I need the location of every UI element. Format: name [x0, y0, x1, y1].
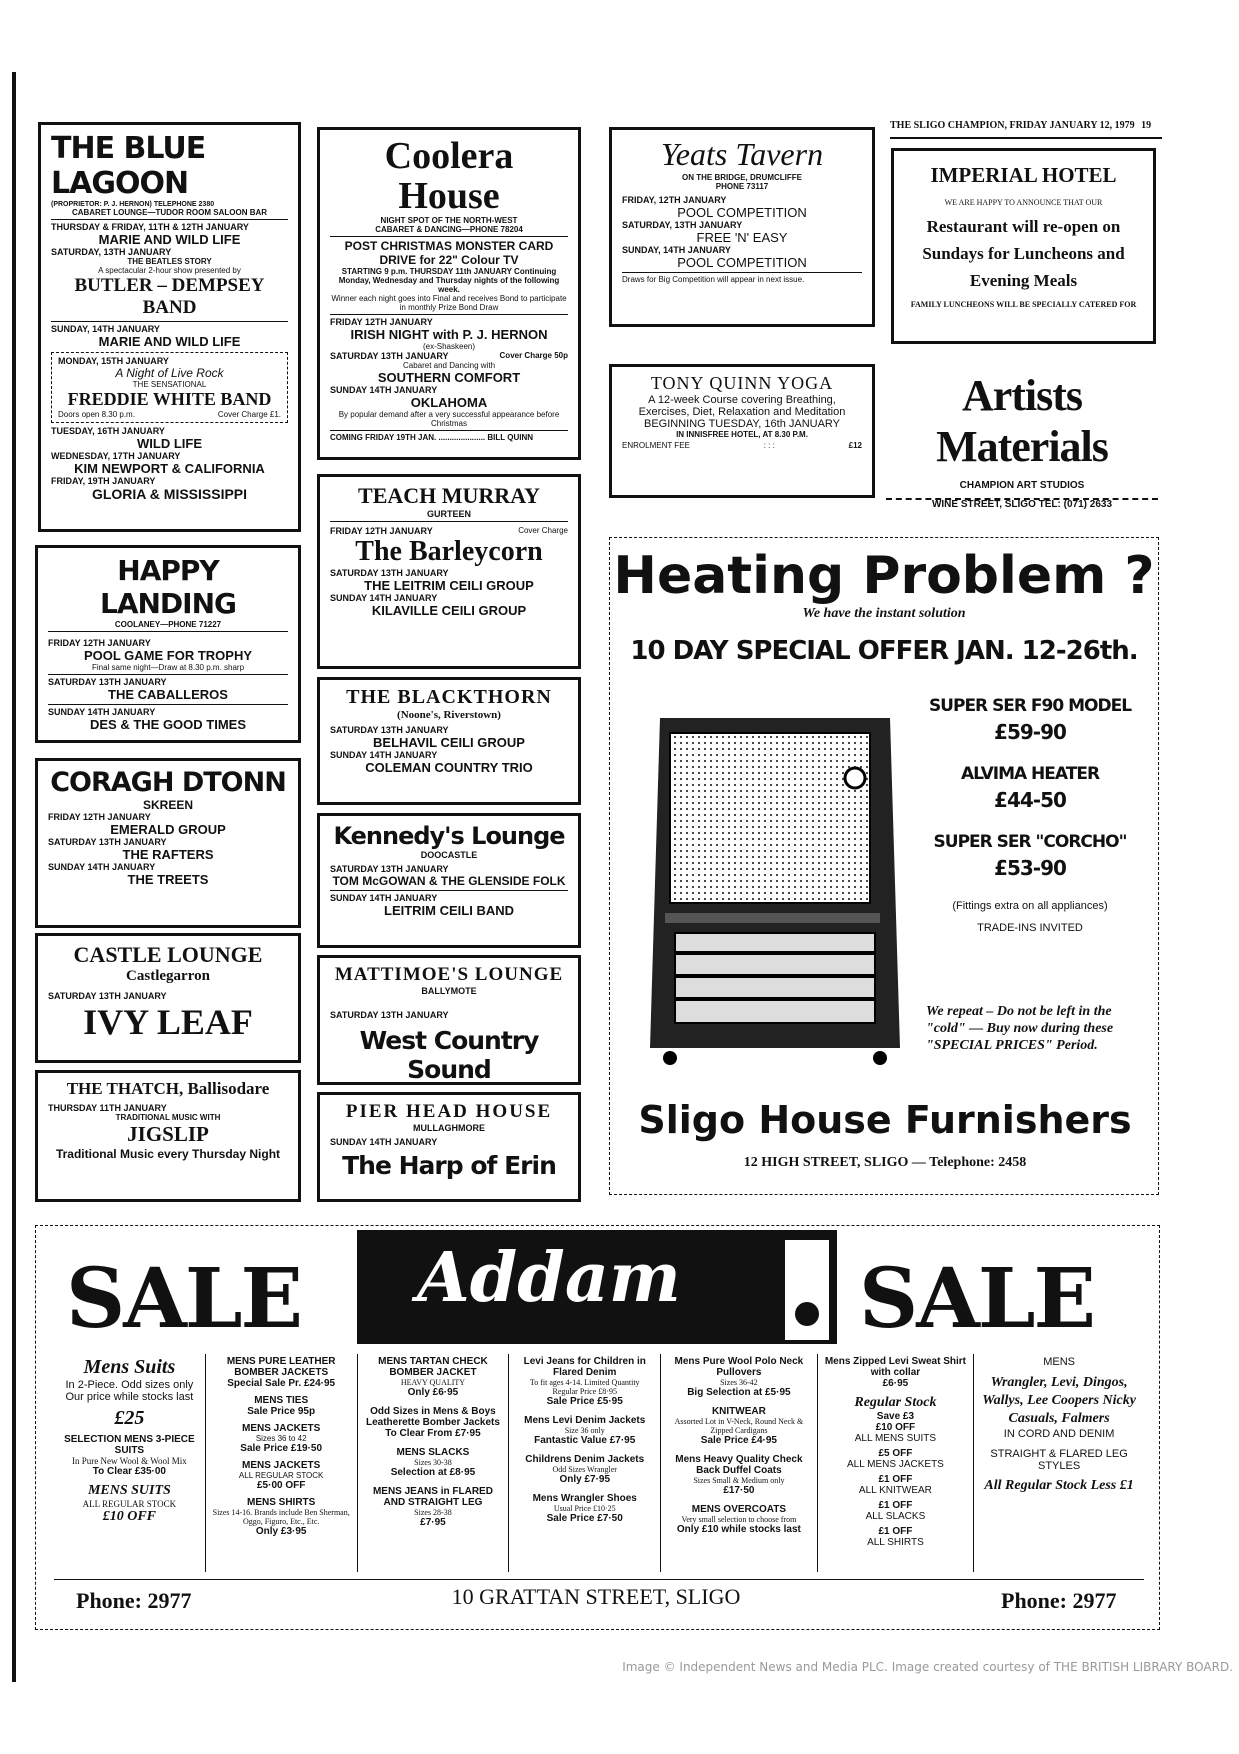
artists-address: WINE STREET, SLIGO TEL: (071) 2633 [931, 499, 1113, 510]
masthead-rule [890, 137, 1162, 139]
ad-blue-lagoon [38, 122, 301, 532]
sale-price: Sale Price £19·50 [240, 1443, 323, 1454]
thatch-sub: TRADITIONAL MUSIC WITH [115, 1113, 221, 1122]
teach-murray-sub: GURTEEN [426, 509, 471, 519]
sale-column [509, 1354, 661, 1572]
phone-left: Phone: 2977 [76, 1588, 192, 1613]
yoga-start: BEGINNING TUESDAY, 16th JANUARY [643, 418, 841, 430]
sale-heading: MENS PURE LEATHER BOMBER JACKETS [226, 1356, 336, 1378]
mattimoes-sub: BALLYMOTE [421, 986, 477, 996]
sale-heading: MENS SHIRTS [247, 1497, 316, 1508]
sale-detail: Sizes 36-42 [720, 1378, 758, 1387]
ad-pier-head-house [317, 1092, 581, 1202]
phone-right: Phone: 2977 [1001, 1588, 1117, 1613]
act-name: OKLAHOMA [410, 395, 488, 410]
date-label: SUNDAY 14TH JANUARY [48, 862, 156, 872]
sale-heading: Odd Sizes in Mens & Boys Leatherette Bomber Jackets [365, 1406, 500, 1428]
sale-price: To Clear £35·00 [92, 1466, 166, 1477]
yeats-title: Yeats Tavern [660, 136, 824, 172]
date-label: SUNDAY, 14TH JANUARY [622, 245, 731, 255]
sale-heading: Mens Wrangler Shoes [532, 1493, 637, 1504]
freddie-white-box [51, 352, 288, 423]
date-label: SATURDAY 13TH JANUARY [330, 725, 449, 735]
ad-kennedys-lounge [317, 813, 581, 948]
act-name: THE CABALLEROS [108, 687, 228, 702]
sale-price: Only £10 while stocks last [676, 1524, 801, 1535]
imperial-title: IMPERIAL HOTEL [930, 163, 1117, 187]
sale-detail: Assorted Lot in V-Neck, Round Neck & Zipped Cardigans [674, 1417, 804, 1435]
sale-detail: Usual Price £10·25 [553, 1504, 616, 1513]
act-name: KILAVILLE CEILI GROUP [371, 603, 527, 618]
happy-landing-title: HAPPY LANDING [99, 554, 237, 620]
heating-title: Heating Problem ? [613, 546, 1155, 606]
sale-detail: Odd Sizes Wrangler [552, 1465, 617, 1474]
coolera-sub: NIGHT SPOT OF THE NORTH-WEST [380, 216, 518, 225]
product-name: ALVIMA HEATER [960, 764, 1100, 784]
sale-heading: Mens Heavy Quality Check Back Duffel Coats [675, 1454, 803, 1476]
sale-detail: Sizes 28-38 [414, 1508, 452, 1517]
sale-heading: MENS SLACKS [396, 1447, 470, 1458]
sale-heading: MENS OVERCOATS [691, 1504, 787, 1515]
divider [330, 521, 568, 522]
heating-sub: We have the instant solution [802, 606, 966, 621]
trade-ins: TRADE-INS INVITED [977, 922, 1083, 934]
act-name: DES & THE GOOD TIMES [89, 717, 246, 732]
yeats-note: Draws for Big Competition will appear in next issue. [622, 275, 805, 284]
date-label: THURSDAY & FRIDAY, 11TH & 12TH JANUARY [51, 222, 249, 232]
sale-price: £5·00 OFF [256, 1480, 306, 1491]
sale-price: Only £3·95 [255, 1526, 307, 1537]
kennedys-sub: DOOCASTLE [420, 850, 478, 860]
blue-lagoon-sub: CABARET LOUNGE—TUDOR ROOM SALOON BAR [71, 208, 268, 217]
heating-offer: 10 DAY SPECIAL OFFER JAN. 12-26th. [630, 636, 1138, 666]
blue-lagoon-proprietor: (PROPRIETOR: P. J. HERNON) TELEPHONE 2380 [51, 201, 215, 208]
yoga-venue: IN INNISFREE HOTEL, AT 8.30 P.M. [676, 430, 808, 439]
product-price: £44-50 [994, 788, 1066, 812]
divider [51, 219, 288, 220]
act-name: WILD LIFE [137, 436, 202, 451]
coolera-sub2: CABARET & DANCING—PHONE 78204 [375, 225, 523, 234]
sale-price: £10 OFF [875, 1422, 916, 1433]
act-name: BUTLER – DEMPSEY BAND [74, 275, 265, 318]
sale-detail: Sizes 36 to 42 [255, 1434, 307, 1443]
ad-the-blackthorn [317, 677, 581, 805]
thatch-title: THE THATCH, Ballisodare [66, 1079, 270, 1098]
divider [48, 631, 288, 632]
date-label: MONDAY, 15TH JANUARY [58, 356, 169, 366]
sale-heading: MENS SUITS [87, 1483, 171, 1498]
banner-dot [785, 1240, 829, 1340]
blackthorn-sub: (Noone's, Riverstown) [397, 709, 501, 721]
page-number: 19 [1141, 120, 1152, 131]
date-label: WEDNESDAY, 17TH JANUARY [51, 451, 181, 461]
sale-price: All Regular Stock Less £1 [984, 1478, 1134, 1493]
divider [330, 236, 568, 237]
sale-price: Sale Price £4·95 [700, 1435, 777, 1446]
sale-price: Selection at £8·95 [390, 1467, 476, 1478]
date-label: FRIDAY, 19TH JANUARY [51, 476, 156, 486]
ad-the-thatch [35, 1070, 301, 1202]
ad-mattimoes-lounge [317, 955, 581, 1085]
sale-detail: ALL SLACKS [865, 1511, 926, 1522]
sale-price: £25 [114, 1407, 145, 1429]
sale-heading: MENS TARTAN CHECK BOMBER JACKET [378, 1356, 488, 1378]
product-name: SUPER SER F90 MODEL [928, 696, 1132, 716]
divider [622, 272, 862, 273]
addam-brand: Addam [417, 1238, 681, 1318]
imperial-line1: WE ARE HAPPY TO ANNOUNCE THAT OUR [944, 198, 1103, 207]
sale-price: £1 OFF [878, 1474, 913, 1485]
sale-left: SALE [66, 1251, 301, 1347]
yoga-course: A 12-week Course covering Breathing, Exercises, Diet, Relaxation and Meditation [638, 394, 846, 418]
date-label: SATURDAY 13TH JANUARY [330, 864, 449, 874]
ad-coolera-house [317, 127, 581, 460]
sale-heading: Mens Pure Wool Polo Neck Pullovers [674, 1356, 804, 1378]
date-label: SATURDAY 13TH JANUARY [48, 837, 167, 847]
act-name: The Barleycorn [355, 536, 543, 567]
act-note: THE BEATLES STORY [127, 257, 212, 266]
act-name: KIM NEWPORT & CALIFORNIA [74, 461, 265, 476]
sale-detail: Save £3 [876, 1411, 915, 1422]
sale-column [206, 1354, 358, 1572]
date-label: FRIDAY 12TH JANUARY [48, 638, 151, 648]
act-note: (ex-Shaskeen) [422, 342, 476, 351]
date-label: SUNDAY, 14TH JANUARY [51, 324, 160, 334]
imperial-line2: Restaurant will re-open on Sundays for Luncheons and Evening Meals [922, 217, 1125, 290]
act-note: A spectacular 2-hour show presented by [98, 266, 241, 275]
divider [330, 890, 568, 891]
date-label: SATURDAY 13TH JANUARY [330, 1010, 449, 1020]
sale-detail: Very small selection to choose from [681, 1515, 797, 1524]
act-name: THE LEITRIM CEILI GROUP [364, 578, 534, 593]
masthead [890, 120, 1162, 131]
act-name: MARIE AND WILD LIFE [98, 334, 241, 349]
date-label: SATURDAY 13TH JANUARY [48, 677, 167, 687]
divider [51, 321, 288, 322]
imperial-line3: FAMILY LUNCHEONS WILL BE SPECIALLY CATERED FOR [910, 300, 1137, 309]
sale-price: £1 OFF [878, 1500, 913, 1511]
sale-heading: MENS JACKETS [241, 1423, 321, 1434]
sale-heading: MENS [1043, 1356, 1075, 1368]
ad-happy-landing [35, 545, 301, 743]
sale-brands: Wrangler, Levi, Dingos, Wallys, Lee Coopers Nicky Casuals, Falmers [982, 1375, 1136, 1426]
date-label: FRIDAY, 12TH JANUARY [622, 195, 727, 205]
act-name: TOM McGOWAN & THE GLENSIDE FOLK [332, 874, 566, 888]
coolera-title: Coolera House [384, 135, 514, 217]
heater-illustration [630, 698, 910, 1078]
date-label: THURSDAY 11TH JANUARY [48, 1103, 167, 1113]
ad-imperial-hotel [891, 148, 1156, 344]
act-name: EMERALD GROUP [110, 822, 226, 837]
sale-heading: MENS TIES [254, 1395, 309, 1406]
shop-address: 12 HIGH STREET, SLIGO — Telephone: 2458 [743, 1155, 1027, 1170]
sale-detail: Regular Price £8·95 [552, 1387, 617, 1396]
sale-price: Only £7·95 [559, 1474, 611, 1485]
act-name: IRISH NIGHT with P. J. HERNON [350, 327, 548, 342]
sale-price: Fantastic Value £7·95 [534, 1435, 636, 1446]
act-note: A Night of Live Rock [115, 366, 224, 380]
act-name: IVY LEAF [83, 1002, 253, 1042]
happy-landing-sub: COOLANEY—PHONE 71227 [114, 620, 222, 629]
sale-detail: STRAIGHT & FLARED LEG STYLES [990, 1448, 1128, 1472]
sale-price: Sale Price £5·95 [546, 1396, 623, 1407]
promo-detail: Winner each night goes into Final and receives Bond to participate in monthly Prize Bond Draw [331, 294, 567, 312]
act-name: FREDDIE WHITE BAND [67, 389, 272, 409]
image-credit: Image © Independent News and Media PLC. Image created courtesy of THE BRITISH LIBRARY BOARD. [622, 1660, 1233, 1674]
pier-head-sub: MULLAGHMORE [413, 1123, 485, 1133]
act-name: THE RAFTERS [122, 847, 214, 862]
ad-tony-quinn-yoga [609, 364, 875, 498]
sale-price: Sale Price 95p [247, 1406, 316, 1417]
sale-column [358, 1354, 510, 1572]
act-note: Cabaret and Dancing with [402, 361, 496, 370]
sale-price: £1 OFF [878, 1526, 913, 1537]
sale-detail: Sizes 30-38 [414, 1458, 452, 1467]
cover-charge: Cover Charge £1. [217, 410, 281, 419]
ad-addam-sale [35, 1225, 1160, 1630]
product-price: £59-90 [994, 720, 1066, 744]
date-label: SATURDAY, 13TH JANUARY [622, 220, 743, 230]
sale-detail: In Pure New Wool & Wool Mix [72, 1456, 187, 1466]
divider [48, 674, 288, 675]
ad-yeats-tavern [609, 127, 875, 327]
addam-footer-rule [54, 1579, 1144, 1580]
date-label: SATURDAY 13TH JANUARY [330, 568, 449, 578]
sale-heading: KNITWEAR [711, 1406, 766, 1417]
sale-column [818, 1354, 975, 1572]
yoga-fee: £12 [848, 441, 862, 450]
product-price: £53-90 [994, 856, 1066, 880]
pier-head-title: PIER HEAD HOUSE [345, 1101, 553, 1122]
blackthorn-title: THE BLACKTHORN [346, 686, 552, 708]
product-name: SUPER SER "CORCHO" [933, 832, 1127, 852]
sale-column [54, 1354, 206, 1572]
act-name: POOL COMPETITION [677, 205, 807, 220]
blue-lagoon-title: THE BLUE LAGOON [51, 131, 206, 201]
promo-headline: POST CHRISTMAS MONSTER CARD DRIVE for 22" Colour TV [344, 239, 554, 267]
date-label: FRIDAY 12TH JANUARY [330, 317, 433, 327]
ad-coragh-dtonn [35, 758, 301, 928]
sale-column [974, 1354, 1144, 1572]
we-repeat: We repeat – Do not be left in the "cold" — Buy now during these "SPECIAL PRICES" Period. [926, 1004, 1114, 1053]
sale-heading: MENS JEANS in FLARED AND STRAIGHT LEG [372, 1486, 493, 1508]
sale-price: £6·95 [882, 1378, 909, 1389]
promo-detail: STARTING 9 p.m. THURSDAY 11th JANUARY Continuing Monday, Wednesday and Thursday nights of the following week. [338, 267, 560, 294]
masthead-text: THE SLIGO CHAMPION, FRIDAY JANUARY 12, 1979 [890, 120, 1135, 131]
sale-price: To Clear From £7·95 [385, 1428, 481, 1439]
act-name: LEITRIM CEILI BAND [384, 903, 514, 918]
coragh-sub: SKREEN [142, 798, 193, 812]
sale-detail: ALL MENS SUITS [854, 1433, 937, 1444]
sale-heading: Regular Stock [854, 1395, 937, 1410]
addam-address: 10 GRATTAN STREET, SLIGO [451, 1584, 741, 1609]
sale-heading: SELECTION MENS 3-PIECE SUITS [64, 1434, 195, 1456]
sale-price: £5 OFF [878, 1448, 913, 1459]
sale-detail: To fit ages 4-14. Limited Quantity [529, 1378, 640, 1387]
coming-soon: COMING FRIDAY 19TH JAN. ..................... BILL QUINN [330, 433, 533, 442]
castle-title: CASTLE LOUNGE [73, 942, 263, 967]
sale-price: £10 OFF [102, 1509, 157, 1524]
act-note: Final same night—Draw at 8.30 p.m. sharp [91, 663, 245, 672]
yeats-sub: ON THE BRIDGE, DRUMCLIFFE [682, 173, 802, 182]
act-name: FREE 'N' EASY [696, 230, 788, 245]
sale-right: SALE [859, 1251, 1094, 1347]
act-name: JIGSLIP [127, 1122, 209, 1146]
divider [48, 704, 288, 705]
ad-castle-lounge [35, 933, 301, 1063]
act-note: By popular demand after a very successful appearance before Christmas [338, 410, 560, 428]
act-note: THE SENSATIONAL [132, 380, 207, 389]
sale-detail: ALL REGULAR STOCK [82, 1499, 177, 1509]
date-label: SUNDAY 14TH JANUARY [330, 893, 438, 903]
sale-heading: Mens Zipped Levi Sweat Shirt with collar [824, 1356, 966, 1378]
ad-teach-murray [317, 474, 581, 669]
mattimoes-title: MATTIMOE'S LOUNGE [334, 964, 564, 985]
cover-charge: Cover Charge [518, 526, 568, 535]
sale-price: Sale Price £7·50 [546, 1513, 623, 1524]
sale-detail: ALL KNITWEAR [858, 1485, 932, 1496]
date-label: SUNDAY 14TH JANUARY [330, 1137, 438, 1147]
sale-detail: ALL REGULAR STOCK [238, 1471, 324, 1480]
sale-price: £17·50 [723, 1485, 755, 1496]
act-name: GLORIA & MISSISSIPPI [91, 486, 248, 502]
sale-column [661, 1354, 818, 1572]
sale-detail: HEAVY QUALITY [400, 1378, 466, 1387]
yeats-phone: PHONE 73117 [715, 182, 769, 191]
sale-detail: ALL MENS JACKETS [846, 1459, 944, 1470]
act-name: POOL COMPETITION [677, 255, 807, 270]
fittings-note: (Fittings extra on all appliances) [952, 900, 1108, 912]
yoga-fee-label: ENROLMENT FEE [622, 441, 690, 450]
cover-charge: Cover Charge 50p [499, 351, 568, 360]
shop-name: Sligo House Furnishers [638, 1098, 1132, 1142]
sale-heading: Mens Levi Denim Jackets [524, 1415, 646, 1426]
act-name: THE TREETS [127, 872, 209, 887]
date-label: SUNDAY 14TH JANUARY [48, 707, 156, 717]
kennedys-title: Kennedy's Lounge [333, 822, 565, 850]
sale-heading: Mens Suits [83, 1356, 176, 1378]
date-label: SUNDAY 14TH JANUARY [330, 593, 438, 603]
date-label: SATURDAY, 13TH JANUARY [51, 247, 172, 257]
doors-open: Doors open 8.30 p.m. [58, 410, 135, 419]
date-label: FRIDAY 12TH JANUARY [330, 526, 433, 536]
coragh-title: CORAGH DTONN [50, 767, 286, 798]
sale-columns [54, 1354, 1144, 1572]
yoga-fee-dots: : : : [763, 441, 775, 450]
sale-detail: Size 36 only [564, 1426, 605, 1435]
artists-studio: CHAMPION ART STUDIOS [959, 480, 1085, 491]
act-name: POOL GAME FOR TROPHY [83, 648, 253, 663]
castle-sub: Castlegarron [126, 968, 210, 984]
sale-price: Only £6·95 [407, 1387, 459, 1398]
date-label: SUNDAY 14TH JANUARY [330, 385, 438, 395]
teach-murray-title: TEACH MURRAY [358, 483, 540, 508]
divider [330, 314, 568, 315]
yoga-title: TONY QUINN YOGA [650, 373, 834, 393]
date-label: TUESDAY, 16TH JANUARY [51, 426, 165, 436]
sale-heading: Levi Jeans for Children in Flared Denim [523, 1356, 646, 1378]
left-margin-rule [12, 72, 16, 1682]
sale-detail: ALL SHIRTS [867, 1537, 924, 1548]
sale-detail: Sizes 14-16. Brands include Ben Sherman, Oggo, Figuro, Etc., Etc. [212, 1508, 350, 1526]
date-label: SATURDAY 13TH JANUARY [330, 351, 449, 361]
act-name: BELHAVIL CEILI GROUP [373, 735, 525, 750]
sale-price: Special Sale Pr. £24·95 [227, 1378, 336, 1389]
act-name: West Country Sound [359, 1026, 539, 1084]
ad-sligo-house-furnishers [609, 537, 1159, 1195]
act-note: Traditional Music every Thursday Night [55, 1147, 281, 1161]
price-list [910, 696, 1150, 934]
ad-artists-materials [886, 370, 1158, 510]
artists-title: Artists Materials [936, 371, 1108, 471]
date-label: SATURDAY 13TH JANUARY [48, 991, 167, 1001]
sale-detail: Sizes Small & Medium only [693, 1476, 785, 1485]
act-name: COLEMAN COUNTRY TRIO [365, 760, 533, 775]
act-name: SOUTHERN COMFORT [377, 370, 521, 385]
divider [330, 430, 568, 431]
sale-heading: MENS JACKETS [241, 1460, 321, 1471]
date-label: FRIDAY 12TH JANUARY [48, 812, 151, 822]
act-name: MARIE AND WILD LIFE [98, 232, 241, 247]
addam-brand-banner [357, 1230, 837, 1344]
sale-detail: IN CORD AND DENIM [1003, 1428, 1115, 1440]
sale-price: Big Selection at £5·95 [687, 1387, 791, 1398]
act-name: The Harp of Erin [342, 1151, 556, 1180]
date-label: SUNDAY 14TH JANUARY [330, 750, 438, 760]
sale-heading: Childrens Denim Jackets [525, 1454, 645, 1465]
sale-detail: In 2-Piece. Odd sizes only Our price while stocks last [65, 1379, 194, 1403]
sale-price: £7·95 [420, 1517, 446, 1528]
